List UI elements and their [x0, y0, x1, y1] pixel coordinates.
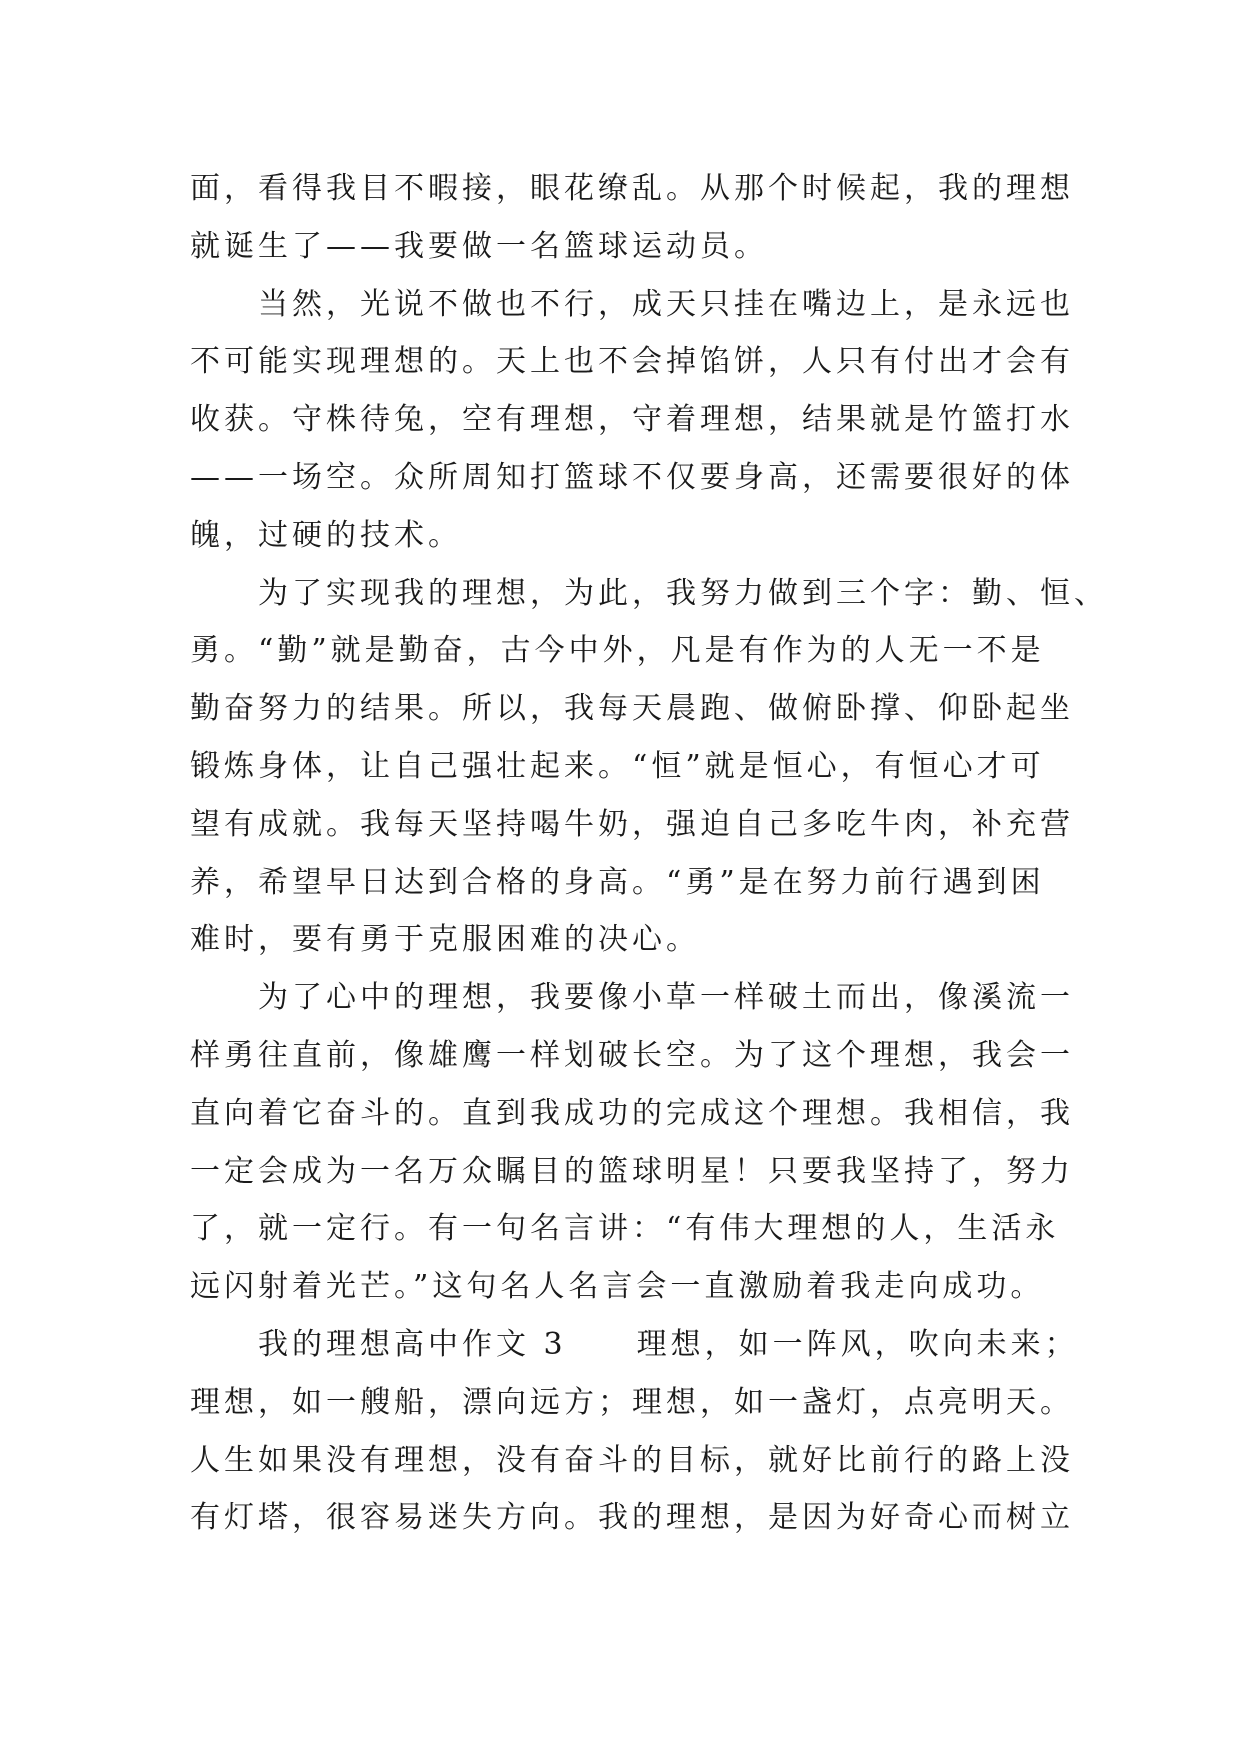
- text-line: 难时，要有勇于克服困难的决心。: [190, 922, 700, 958]
- text-line: 为了心中的理想，我要像小草一样破土而出，像溪流一: [258, 980, 1074, 1016]
- text-line: 样勇往直前，像雄鹰一样划破长空。为了这个理想，我会一: [190, 1037, 1074, 1073]
- text-line: 了，就一定行。有一句名言讲：“有伟大理想的人，生活永: [190, 1211, 1060, 1247]
- text-line: 勤奋努力的结果。所以，我每天晨跑、做俯卧撑、仰卧起坐: [190, 691, 1074, 727]
- text-line: 不可能实现理想的。天上也不会掉馅饼，人只有付出才会有: [190, 344, 1074, 380]
- text-line: 魄，过硬的技术。: [190, 517, 462, 553]
- text-line: 人生如果没有理想，没有奋斗的目标，就好比前行的路上没: [190, 1442, 1074, 1478]
- text-line: 理想，如一阵风，吹向未来；: [636, 1326, 1079, 1362]
- text-line: 勇。“勤”就是勤奋，古今中外，凡是有作为的人无一不是: [190, 633, 1045, 669]
- text-line: 望有成就。我每天坚持喝牛奶，强迫自己多吃牛肉，补充营: [190, 806, 1074, 842]
- text-line: 直向着它奋斗的。直到我成功的完成这个理想。我相信，我: [190, 1095, 1074, 1131]
- text-line: 当然，光说不做也不行，成天只挂在嘴边上，是永远也: [258, 286, 1074, 322]
- text-line: 面，看得我目不暇接，眼花缭乱。从那个时候起，我的理想: [190, 171, 1074, 206]
- section-heading: 我的理想高中作文 3: [258, 1326, 567, 1362]
- text-line: 远闪射着光芒。”这句名人名言会一直激励着我走向成功。: [190, 1269, 1045, 1305]
- text-line: 就诞生了——我要做一名篮球运动员。: [190, 228, 768, 264]
- text-line: 有灯塔，很容易迷失方向。我的理想，是因为好奇心而树立: [190, 1500, 1074, 1536]
- section-heading-line: [190, 1316, 1079, 1374]
- essay-text: [190, 160, 1108, 1547]
- text-line: 锻炼身体，让自己强壮起来。“恒”就是恒心，有恒心才可: [190, 748, 1045, 784]
- text-line: 为了实现我的理想，为此，我努力做到三个字：勤、恒、: [258, 575, 1108, 611]
- text-line: 理想，如一艘船，漂向远方；理想，如一盏灯，点亮明天。: [190, 1384, 1074, 1420]
- text-line: 养，希望早日达到合格的身高。“勇”是在努力前行遇到困: [190, 864, 1045, 900]
- text-line: 一定会成为一名万众瞩目的篮球明星！只要我坚持了，努力: [190, 1153, 1074, 1189]
- text-line: ——一场空。众所周知打篮球不仅要身高，还需要很好的体: [190, 459, 1074, 495]
- text-line: 收获。守株待兔，空有理想，守着理想，结果就是竹篮打水: [190, 402, 1074, 438]
